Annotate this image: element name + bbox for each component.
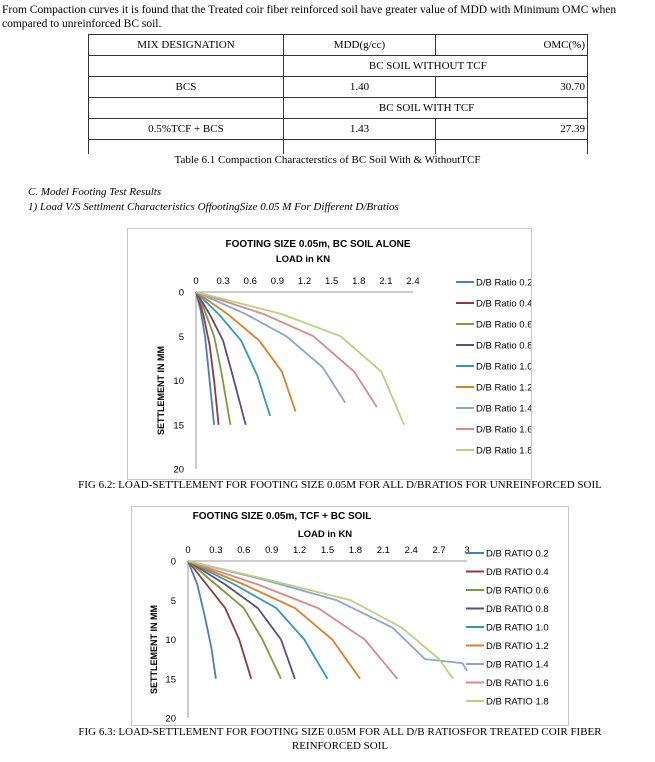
table-section-row (89, 56, 588, 77)
legend-label: D/B RATIO 1.2 (486, 641, 549, 652)
legend-label: D/B Ratio 0.4 (476, 298, 531, 310)
x-tick-label: 0.3 (209, 545, 223, 556)
legend-label: D/B Ratio 1.0 (476, 361, 531, 373)
legend-label: D/B Ratio 1.8 (476, 445, 531, 457)
y-tick-label: 15 (165, 674, 176, 686)
x-tick-label: 0.6 (237, 545, 251, 556)
legend-label: D/B RATIO 0.6 (486, 585, 549, 597)
legend-label: D/B RATIO 0.8 (486, 604, 549, 615)
x-axis-label: LOAD in KN (297, 529, 353, 540)
x-tick-label: 0.6 (243, 276, 257, 287)
legend-label: D/B Ratio 1.6 (476, 424, 531, 436)
legend-label: D/B RATIO 0.4 (486, 567, 549, 578)
y-axis-label: SETTLEMENT IN MM (156, 346, 166, 435)
figure-1-caption: FIG 6.2: LOAD-SETTLEMENT FOR FOOTING SIZE 0.05M FOR ALL D/BRATIOS FOR UNREINFORCED SOIL (78, 479, 602, 491)
y-tick-label: 0 (178, 287, 184, 299)
x-axis-label: LOAD in KN (275, 254, 331, 265)
series-line-4 (196, 292, 246, 425)
y-tick-label: 20 (173, 464, 184, 476)
table-row (89, 77, 588, 98)
y-tick-label: 15 (173, 420, 184, 432)
chart-1 (128, 229, 531, 479)
x-tick-label: 1.8 (348, 545, 363, 556)
section-heading: C. Model Footing Test Results (28, 186, 162, 198)
y-tick-label: 20 (165, 713, 176, 725)
series-line-8 (188, 561, 397, 679)
x-tick-label: 2.1 (376, 545, 390, 556)
x-tick-label: 2.7 (432, 545, 446, 556)
legend-label: D/B RATIO 1.4 (486, 659, 549, 671)
table-cell-mdd: 1.43 (283, 119, 435, 140)
chart-2 (132, 507, 568, 725)
y-tick-label: 10 (173, 376, 184, 387)
y-tick-label: 5 (170, 595, 176, 607)
table-header-mix: MIX DESIGNATION (89, 35, 284, 56)
x-tick-label: 0.9 (270, 276, 284, 287)
chart-title: FOOTING SIZE 0.05m, TCF + BC SOIL (192, 511, 372, 522)
y-axis-label: SETTLEMENT IN MM (149, 605, 159, 694)
table-empty-cell (89, 98, 284, 119)
x-tick-label: 0 (185, 545, 191, 556)
y-tick-label: 10 (165, 635, 176, 646)
table-caption: Table 6.1 Compaction Characterstics of BC Soil With & WithoutTCF (174, 154, 481, 166)
table-cell-mdd: 1.40 (283, 77, 435, 98)
x-tick-label: 1.5 (325, 276, 339, 287)
x-tick-label: 1.5 (320, 545, 335, 556)
chart-title: FOOTING SIZE 0.05m, BC SOIL ALONE (225, 239, 411, 250)
table-header-omc: OMC(%) (436, 35, 588, 56)
table-header-mdd: MDD(g/cc) (283, 35, 435, 56)
subsection-heading: 1) Load V/S Settlment Characteristics OffootingSize 0.05 M For Different D/Bratios (28, 201, 399, 213)
table-trailing-row (89, 140, 588, 155)
x-tick-label: 1.8 (352, 276, 366, 287)
legend-label: D/B Ratio 0.2 (476, 277, 531, 289)
series-line-7 (188, 561, 467, 671)
intro-paragraph: From Compaction curves it is found that the Treated coir fiber reinforced soil have greater value of MDD with Minimum OMC when compared to unreinforced BC soil. (2, 4, 617, 30)
table-cell-mix: 0.5%TCF + BCS (89, 119, 284, 140)
table-section-without-tcf: BC SOIL WITHOUT TCF (283, 56, 587, 77)
legend-label: D/B Ratio 1.4 (476, 403, 531, 415)
x-tick-label: 2.1 (379, 276, 393, 287)
table-empty-cell (283, 140, 435, 155)
table-cell-omc: 30.70 (436, 77, 588, 98)
table-cell-mix: BCS (89, 77, 284, 98)
legend-label: D/B Ratio 0.6 (476, 319, 531, 331)
legend-label: D/B RATIO 1.8 (486, 696, 549, 708)
x-tick-label: 3 (464, 545, 470, 556)
x-tick-label: 1.2 (292, 545, 307, 556)
legend-label: D/B RATIO 1.6 (486, 678, 549, 689)
table-header-row (89, 35, 588, 56)
table-empty-cell (89, 140, 284, 155)
x-tick-label: 2.4 (406, 276, 420, 287)
y-tick-label: 5 (178, 331, 184, 343)
table-empty-cell (436, 140, 588, 155)
table-empty-cell (89, 56, 284, 77)
table-section-with-tcf: BC SOIL WITH TCF (283, 98, 587, 119)
x-tick-label: 0.3 (216, 276, 230, 287)
legend-label: D/B Ratio 1.2 (476, 382, 531, 394)
legend-label: D/B Ratio 0.8 (476, 340, 531, 352)
legend-label: D/B RATIO 0.2 (486, 548, 549, 560)
table-cell-omc: 27.39 (436, 119, 588, 140)
chart-2-frame (131, 506, 569, 726)
legend-label: D/B RATIO 1.0 (486, 622, 549, 634)
table-row (89, 119, 588, 140)
x-tick-label: 0 (193, 276, 199, 287)
x-tick-label: 0.9 (265, 545, 279, 556)
table-section-row (89, 98, 588, 119)
x-tick-label: 2.4 (404, 545, 418, 556)
chart-1-frame (127, 228, 532, 480)
compaction-table (88, 34, 588, 154)
y-tick-label: 0 (170, 556, 176, 568)
series-line-8 (196, 292, 377, 407)
x-tick-label: 1.2 (297, 276, 312, 287)
figure-2-caption: FIG 6.3: LOAD-SETTLEMENT FOR FOOTING SIZE 0.05M FOR ALL D/B RATIOSFOR TREATED COIR FIBER REINFORCED SOIL (78, 726, 602, 752)
